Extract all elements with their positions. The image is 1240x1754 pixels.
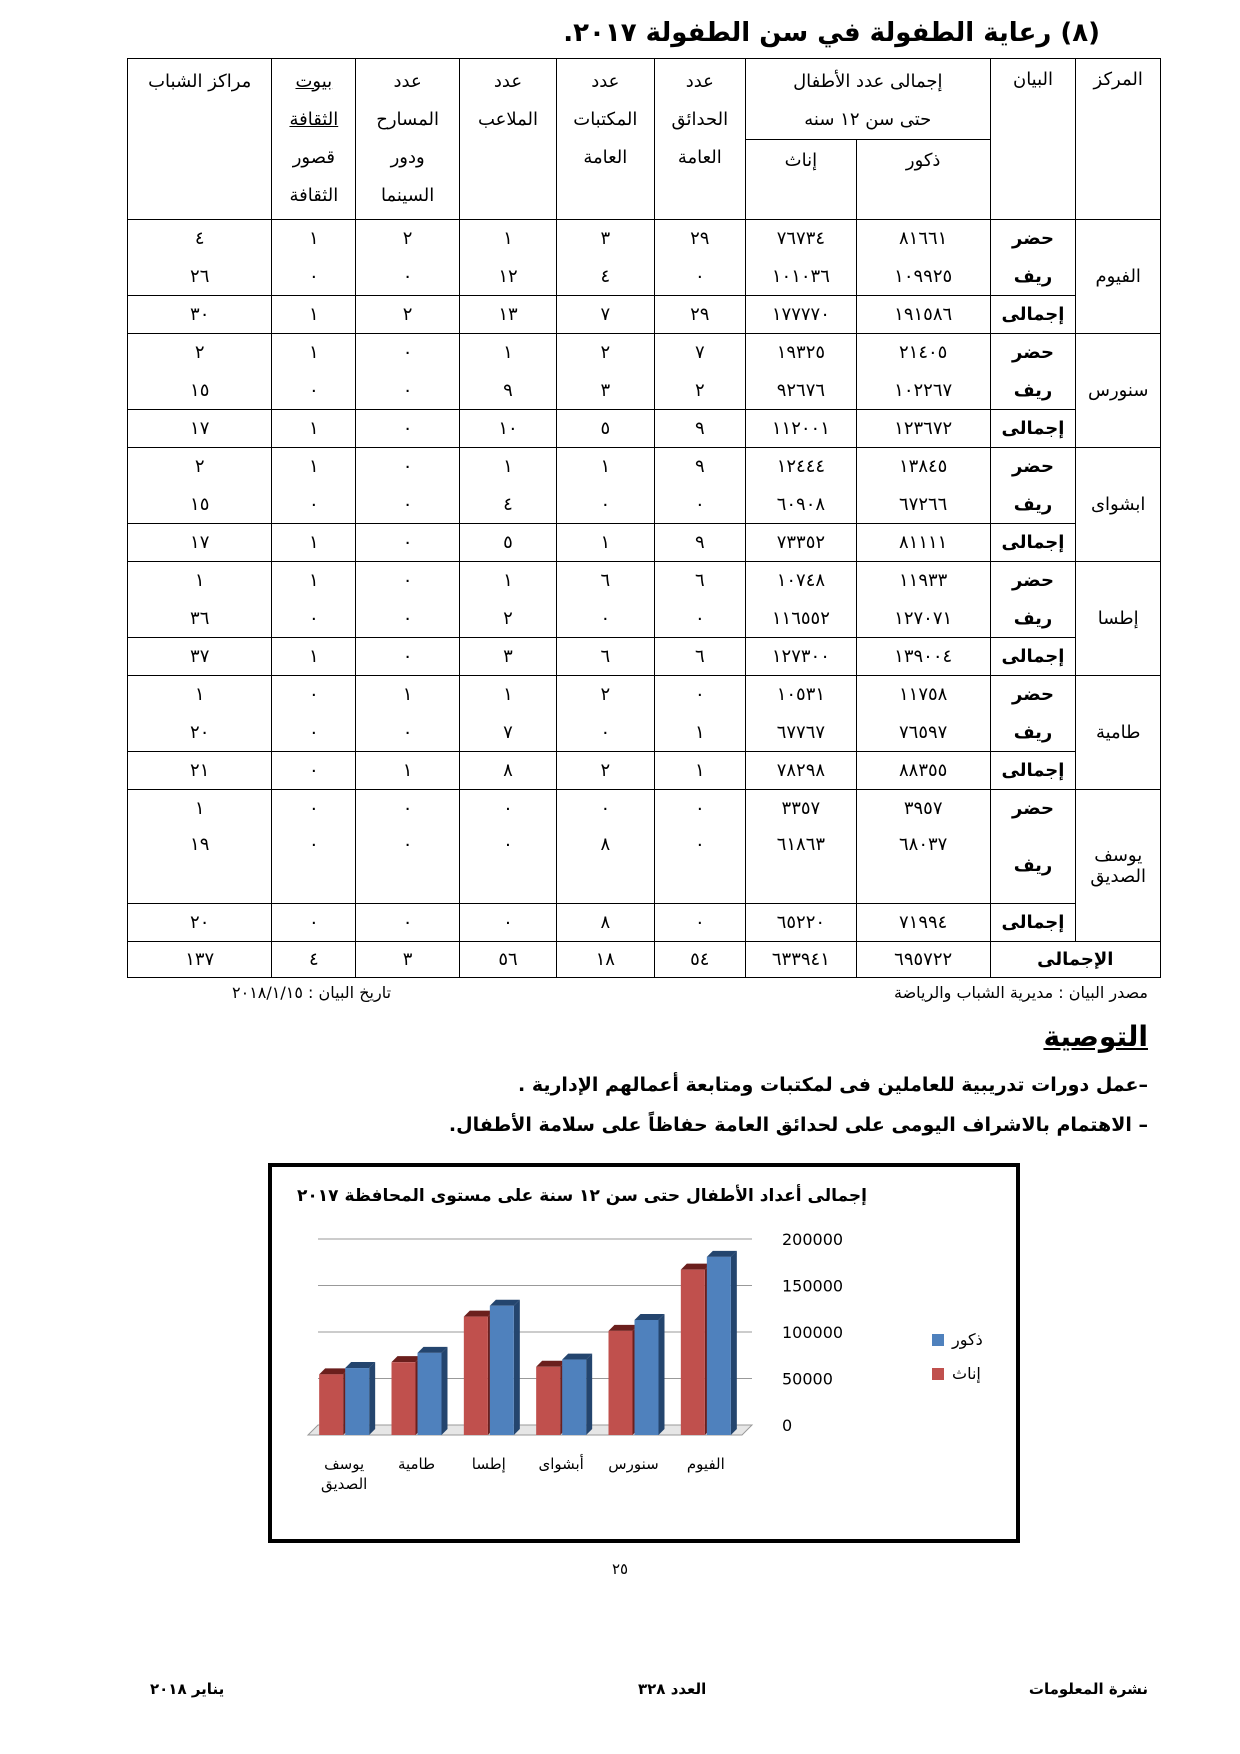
- row-label-total: إجمالى: [990, 752, 1076, 790]
- row-label-rural: ريف: [990, 372, 1076, 410]
- data-cell: ١: [272, 524, 356, 562]
- data-cell: ١٧: [128, 410, 272, 448]
- data-cell: ١: [272, 220, 356, 258]
- page-number: ٢٥: [612, 1560, 629, 1578]
- recommendation-line: – الاهتمام بالاشراف اليومى على لحدائق العامة حفاظاً على سلامة الأطفال.: [448, 1114, 1148, 1136]
- footer-issue: العدد ٣٢٨: [638, 1680, 707, 1698]
- data-cell: ٢: [654, 372, 745, 410]
- data-cell: ٢: [557, 752, 655, 790]
- data-cell: ٠: [356, 828, 460, 904]
- data-cell: ٩: [459, 372, 556, 410]
- header-males: ذكور: [856, 140, 990, 220]
- children-chart: [268, 1163, 1020, 1543]
- data-cell: ٩: [654, 448, 745, 486]
- data-cell: ٩: [654, 524, 745, 562]
- data-cell: ١: [459, 448, 556, 486]
- center-name: يوسف الصديق: [1076, 790, 1161, 942]
- row-label-urban: حضر: [990, 334, 1076, 372]
- data-cell: ٤: [459, 486, 556, 524]
- bar-males: [562, 1360, 586, 1435]
- data-cell: ٧: [557, 296, 655, 334]
- data-cell: ٢: [356, 220, 460, 258]
- data-cell: ١: [272, 296, 356, 334]
- center-name: إطسا: [1076, 562, 1161, 676]
- bar-females: [392, 1362, 416, 1435]
- x-tick-label: الصديق: [321, 1475, 368, 1493]
- data-cell: ١: [128, 676, 272, 714]
- data-cell: ١٢٧٣٠٠: [746, 638, 857, 676]
- data-cell: ٢٠: [128, 904, 272, 942]
- center-name: طامية: [1076, 676, 1161, 790]
- y-tick-label: 0: [782, 1416, 793, 1435]
- data-cell: ٧: [459, 714, 556, 752]
- row-label-rural: ريف: [990, 828, 1076, 904]
- row-label-total: إجمالى: [990, 410, 1076, 448]
- data-cell: ١٠٩٩٢٥: [856, 258, 990, 296]
- data-cell: ٩: [654, 410, 745, 448]
- row-label-total: إجمالى: [990, 638, 1076, 676]
- recommendation-title: التوصية: [1043, 1020, 1148, 1053]
- data-cell: ١: [459, 676, 556, 714]
- data-cell: ٠: [557, 714, 655, 752]
- bar-males: [490, 1306, 514, 1435]
- data-cell: ٦: [557, 562, 655, 600]
- row-label-rural: ريف: [990, 600, 1076, 638]
- bar-males: [635, 1320, 659, 1435]
- bar-females: [464, 1317, 488, 1435]
- data-cell: ٠: [356, 524, 460, 562]
- data-cell: ١: [272, 638, 356, 676]
- footer-publication: نشرة المعلومات: [1028, 1680, 1148, 1698]
- recommendation-line: –عمل دورات تدريبية للعاملين فى لمكتبات ومتابعة أعمالهم الإدارية .: [518, 1074, 1148, 1096]
- data-cell: ١: [128, 562, 272, 600]
- data-cell: ٧٦٥٩٧: [856, 714, 990, 752]
- children-care-table: [127, 58, 1161, 978]
- header-statement: البيان: [990, 59, 1076, 220]
- data-cell: ١١٩٣٣: [856, 562, 990, 600]
- data-cell: ٢: [128, 334, 272, 372]
- header-playgrounds: عدد الملاعب: [459, 59, 556, 220]
- data-cell: ٢: [557, 334, 655, 372]
- data-cell: ٠: [356, 790, 460, 828]
- center-rows: [128, 220, 1161, 942]
- data-cell: ٥: [459, 524, 556, 562]
- bar-males-side: [369, 1362, 375, 1435]
- footer-date: يناير ٢٠١٨: [150, 1680, 225, 1698]
- x-tick-label: إطسا: [471, 1455, 506, 1473]
- header-females: إناث: [746, 140, 857, 220]
- bar-males: [345, 1368, 369, 1435]
- data-cell: ٠: [654, 600, 745, 638]
- x-tick-label: طامية: [397, 1455, 436, 1473]
- data-cell: ١٧٧٧٧٠: [746, 296, 857, 334]
- y-tick-label: 50000: [782, 1369, 833, 1389]
- bar-males: [418, 1353, 442, 1435]
- data-cell: ٠: [272, 790, 356, 828]
- header-culture: [272, 59, 356, 220]
- grand-total-cell: ٥٤: [654, 942, 745, 978]
- data-cell: ١: [459, 220, 556, 258]
- y-tick-label: 200000: [782, 1230, 844, 1249]
- data-cell: ٣٧: [128, 638, 272, 676]
- data-cell: ٠: [459, 904, 556, 942]
- data-cell: ٢: [557, 676, 655, 714]
- data-cell: ٠: [459, 828, 556, 904]
- row-label-urban: حضر: [990, 790, 1076, 828]
- data-cell: ٨٨٣٥٥: [856, 752, 990, 790]
- data-cell: ١: [272, 334, 356, 372]
- center-name: سنورس: [1076, 334, 1161, 448]
- data-cell: ٠: [654, 904, 745, 942]
- data-cell: ٢٩: [654, 220, 745, 258]
- data-cell: ٢١: [128, 752, 272, 790]
- data-cell: ٦: [557, 638, 655, 676]
- center-name: الفيوم: [1076, 220, 1161, 334]
- header-youth: مراكز الشباب: [128, 59, 272, 220]
- data-cell: ١: [654, 714, 745, 752]
- data-cell: ٠: [356, 410, 460, 448]
- data-cell: ١١٦٥٥٢: [746, 600, 857, 638]
- data-cell: ٨: [459, 752, 556, 790]
- data-cell: ٠: [272, 714, 356, 752]
- x-tick-label: يوسف: [324, 1455, 365, 1473]
- data-cell: ٠: [557, 600, 655, 638]
- data-cell: ٠: [356, 334, 460, 372]
- data-cell: ٠: [557, 790, 655, 828]
- data-cell: ١: [356, 676, 460, 714]
- data-cell: ٢٦: [128, 258, 272, 296]
- y-tick-label: 100000: [782, 1323, 844, 1342]
- data-cell: ٧: [654, 334, 745, 372]
- row-label-total: إجمالى: [990, 296, 1076, 334]
- header-children-total: إجمالى عدد الأطفال حتى سن ١٢ سنه: [746, 59, 991, 140]
- data-cell: ٢١٤٠٥: [856, 334, 990, 372]
- bar-males-side: [514, 1300, 520, 1435]
- center-name: ابشواى: [1076, 448, 1161, 562]
- data-cell: ٠: [272, 828, 356, 904]
- data-cell: ٠: [356, 486, 460, 524]
- data-cell: ١: [459, 334, 556, 372]
- data-cell: ٣٦: [128, 600, 272, 638]
- data-cell: ٠: [272, 486, 356, 524]
- data-cell: ١: [557, 448, 655, 486]
- data-cell: ٨١١١١: [856, 524, 990, 562]
- data-cell: ٥: [557, 410, 655, 448]
- legend-swatch: [932, 1368, 944, 1380]
- data-cell: ٠: [272, 372, 356, 410]
- data-cell: ٠: [272, 752, 356, 790]
- row-label-urban: حضر: [990, 220, 1076, 258]
- bar-males-side: [586, 1354, 592, 1435]
- data-cell: ٠: [654, 486, 745, 524]
- data-cell: ١٣: [459, 296, 556, 334]
- data-cell: ٣: [557, 372, 655, 410]
- data-cell: ١٧: [128, 524, 272, 562]
- bar-males-side: [442, 1347, 448, 1435]
- data-cell: ٧٦٧٣٤: [746, 220, 857, 258]
- data-cell: ١: [654, 752, 745, 790]
- data-cell: ٠: [356, 372, 460, 410]
- row-label-rural: ريف: [990, 714, 1076, 752]
- header-culture-palaces: قصور الثقافة: [289, 147, 339, 206]
- grand-total-cell: ١٣٧: [128, 942, 272, 978]
- data-cell: ١: [272, 410, 356, 448]
- data-cell: ١٢٣٦٧٢: [856, 410, 990, 448]
- data-cell: ٢٩: [654, 296, 745, 334]
- data-cell: ١٢٤٤٤: [746, 448, 857, 486]
- data-cell: ٨: [557, 904, 655, 942]
- data-cell: ١٣٩٠٠٤: [856, 638, 990, 676]
- page-title: (٨) رعاية الطفولة في سن الطفولة ٢٠١٧.: [563, 18, 1100, 48]
- data-cell: ٠: [654, 258, 745, 296]
- chart-title: إجمالى أعداد الأطفال حتى سن ١٢ سنة على مستوى المحافظة ٢٠١٧: [297, 1186, 867, 1206]
- header-culture-houses: بيوت الثقافة: [289, 71, 339, 130]
- data-cell: ٠: [356, 448, 460, 486]
- data-cell: ١٥: [128, 372, 272, 410]
- data-cell: ١٢٧٠٧١: [856, 600, 990, 638]
- data-cell: ٠: [272, 600, 356, 638]
- data-cell: ٠: [356, 600, 460, 638]
- data-cell: ١: [272, 448, 356, 486]
- data-cell: ١٠٢٢٦٧: [856, 372, 990, 410]
- x-tick-label: أبشواى: [538, 1455, 584, 1473]
- data-cell: ١١٧٥٨: [856, 676, 990, 714]
- data-cell: ٠: [654, 828, 745, 904]
- data-cell: ٠: [356, 638, 460, 676]
- bar-males: [707, 1257, 731, 1435]
- bar-females: [681, 1270, 705, 1435]
- x-tick-label: الفيوم: [686, 1455, 725, 1473]
- data-cell: ١٢: [459, 258, 556, 296]
- data-cell: ١٣٨٤٥: [856, 448, 990, 486]
- data-cell: ١٩١٥٨٦: [856, 296, 990, 334]
- data-cell: ٦٧٢٦٦: [856, 486, 990, 524]
- grand-total-label: الإجمالى: [990, 942, 1160, 978]
- bar-females: [536, 1367, 560, 1435]
- data-cell: ٣٣٥٧: [746, 790, 857, 828]
- data-cell: ٦١٨٦٣: [746, 828, 857, 904]
- row-label-urban: حضر: [990, 448, 1076, 486]
- data-cell: ١: [459, 562, 556, 600]
- data-cell: ٠: [356, 562, 460, 600]
- data-cell: ٧٨٢٩٨: [746, 752, 857, 790]
- header-parks: عدد الحدائق العامة: [654, 59, 745, 220]
- data-cell: ٦٧٧٦٧: [746, 714, 857, 752]
- header-center: المركز: [1076, 59, 1161, 220]
- data-cell: ١: [356, 752, 460, 790]
- data-cell: ٧٣٣٥٢: [746, 524, 857, 562]
- data-cell: ٣: [557, 220, 655, 258]
- data-cell: ١٩: [128, 828, 272, 904]
- data-cell: ٨: [557, 828, 655, 904]
- data-cell: ٤: [557, 258, 655, 296]
- data-cell: ٠: [459, 790, 556, 828]
- data-cell: ٦: [654, 562, 745, 600]
- bar-males-side: [731, 1251, 737, 1435]
- data-cell: ٣٩٥٧: [856, 790, 990, 828]
- bar-females: [609, 1331, 633, 1435]
- row-label-urban: حضر: [990, 676, 1076, 714]
- chart-svg: [272, 1167, 1016, 1539]
- bar-males-side: [659, 1314, 665, 1435]
- y-tick-label: 150000: [782, 1276, 844, 1296]
- data-cell: ١٩٣٢٥: [746, 334, 857, 372]
- row-label-urban: حضر: [990, 562, 1076, 600]
- data-cell: ٣: [459, 638, 556, 676]
- data-cell: ٦٠٩٠٨: [746, 486, 857, 524]
- legend-label: ذكور: [952, 1330, 983, 1349]
- data-cell: ١٥: [128, 486, 272, 524]
- data-source: مصدر البيان : مديرية الشباب والرياضة: [894, 983, 1148, 1002]
- data-cell: ١٠٥٣١: [746, 676, 857, 714]
- data-cell: ١: [557, 524, 655, 562]
- data-cell: ١١٢٠٠١: [746, 410, 857, 448]
- data-cell: ٤: [128, 220, 272, 258]
- data-cell: ٦٨٠٣٧: [856, 828, 990, 904]
- grand-total-cell: ٦٩٥٧٢٢: [856, 942, 990, 978]
- data-cell: ١: [272, 562, 356, 600]
- data-cell: ٧١٩٩٤: [856, 904, 990, 942]
- data-cell: ١: [128, 790, 272, 828]
- grand-total-cell: ٦٣٣٩٤١: [746, 942, 857, 978]
- data-cell: ٠: [557, 486, 655, 524]
- data-cell: ٣٠: [128, 296, 272, 334]
- data-cell: ٢٠: [128, 714, 272, 752]
- row-label-total: إجمالى: [990, 524, 1076, 562]
- data-cell: ٩٢٦٧٦: [746, 372, 857, 410]
- data-cell: ٢: [459, 600, 556, 638]
- grand-total-cell: ١٨: [557, 942, 655, 978]
- grand-total-cell: ٥٦: [459, 942, 556, 978]
- bar-females: [319, 1374, 343, 1435]
- data-cell: ١٠٧٤٨: [746, 562, 857, 600]
- data-cell: ٠: [356, 258, 460, 296]
- data-cell: ٠: [654, 790, 745, 828]
- data-cell: ٨١٦٦١: [856, 220, 990, 258]
- data-cell: ٠: [272, 676, 356, 714]
- legend-swatch: [932, 1334, 944, 1346]
- data-cell: ٠: [356, 714, 460, 752]
- data-cell: ٢: [356, 296, 460, 334]
- data-cell: ٠: [272, 258, 356, 296]
- data-cell: ٠: [356, 904, 460, 942]
- data-cell: ٠: [272, 904, 356, 942]
- legend-label: إناث: [952, 1364, 981, 1383]
- row-label-rural: ريف: [990, 258, 1076, 296]
- grand-total-cell: ٣: [356, 942, 460, 978]
- data-cell: ٠: [654, 676, 745, 714]
- grand-total-cell: ٤: [272, 942, 356, 978]
- x-tick-label: سنورس: [608, 1455, 659, 1473]
- data-cell: ٦٥٢٢٠: [746, 904, 857, 942]
- header-theaters: عدد المسارح ودور السينما: [356, 59, 460, 220]
- header-libraries: عدد المكتبات العامة: [557, 59, 655, 220]
- data-cell: ١٠١٠٣٦: [746, 258, 857, 296]
- data-date: تاريخ البيان : ٢٠١٨/١/١٥: [232, 983, 392, 1002]
- row-label-total: إجمالى: [990, 904, 1076, 942]
- row-label-rural: ريف: [990, 486, 1076, 524]
- data-cell: ٢: [128, 448, 272, 486]
- data-cell: ١٠: [459, 410, 556, 448]
- data-cell: ٦: [654, 638, 745, 676]
